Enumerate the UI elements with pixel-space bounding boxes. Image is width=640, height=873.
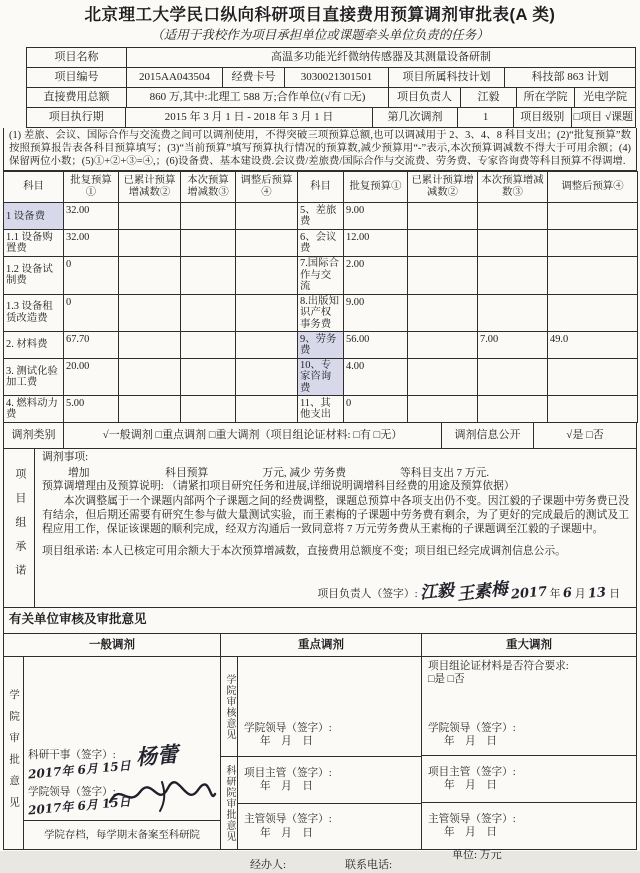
project-code-row bbox=[27, 68, 635, 88]
value-cell: 12.00 bbox=[344, 230, 408, 257]
fund-card-value: 3030021301501 bbox=[285, 68, 389, 87]
school-label: 所在学院 bbox=[517, 88, 575, 107]
value-cell bbox=[408, 203, 478, 230]
value-cell bbox=[236, 331, 298, 358]
value-cell: 56.00 bbox=[344, 331, 408, 358]
subject-cell: 3. 测试化验加工费 bbox=[4, 358, 64, 395]
value-cell bbox=[119, 230, 181, 257]
project-code-value: 2015AA043504 bbox=[127, 68, 223, 87]
subject-cell: 8.出版知识产权事务费 bbox=[298, 294, 344, 331]
value-cell: 0 bbox=[344, 396, 408, 423]
value-cell: 32.00 bbox=[64, 203, 119, 230]
value-cell bbox=[236, 257, 298, 294]
archive-note: 学院存档，每学期末备案至科研院 bbox=[24, 820, 220, 849]
pm-signature-cell bbox=[238, 757, 421, 804]
commitment-side-label bbox=[4, 449, 35, 607]
col-current-left: 本次预算增减数③ bbox=[181, 172, 236, 203]
day-char: 日 bbox=[609, 588, 620, 600]
subject-cell: 2. 材料费 bbox=[4, 331, 64, 358]
phone-label: 联系电话: bbox=[345, 859, 393, 872]
project-code-label: 项目编号 bbox=[27, 68, 127, 87]
research-office-content bbox=[238, 757, 421, 849]
value-cell: 7.00 bbox=[478, 331, 548, 358]
value-cell bbox=[236, 230, 298, 257]
approval-table bbox=[3, 633, 637, 850]
college-review-side-label bbox=[221, 657, 238, 756]
major-review-section bbox=[422, 657, 636, 756]
budget-row bbox=[4, 331, 638, 358]
general-signatures-area bbox=[24, 657, 220, 820]
value-cell bbox=[236, 294, 298, 331]
spacer bbox=[428, 687, 630, 722]
col-adjusted-right: 调整后预算④ bbox=[548, 172, 638, 203]
college-review-content bbox=[238, 657, 421, 756]
value-cell bbox=[408, 294, 478, 331]
value-cell bbox=[181, 257, 236, 294]
budget-total-row bbox=[27, 88, 635, 108]
budget-row bbox=[4, 203, 638, 230]
value-cell bbox=[408, 331, 478, 358]
value-cell bbox=[478, 294, 548, 331]
project-name-row bbox=[27, 48, 635, 68]
value-cell bbox=[181, 203, 236, 230]
reason-label: 预算调增理由及预算说明: （请紧扣项目研究任务和进展,详细说明调增科目经费的用途及预算依据） bbox=[42, 480, 515, 493]
value-cell: 49.0 bbox=[548, 331, 638, 358]
value-cell bbox=[548, 257, 638, 294]
pm-signature-cell bbox=[422, 756, 636, 803]
value-cell: 4.00 bbox=[344, 358, 408, 395]
value-cell: 0 bbox=[64, 294, 119, 331]
fund-card-label: 经费卡号 bbox=[223, 68, 285, 87]
value-cell bbox=[408, 230, 478, 257]
major-leader-label: 学院领导（签字）: bbox=[428, 722, 516, 734]
unit-note: 单位: 万元 bbox=[452, 849, 502, 862]
sign-label: 项目负责人（签字）: bbox=[317, 588, 418, 600]
lead-label: 主管领导（签字）: bbox=[244, 814, 332, 826]
value-cell bbox=[408, 358, 478, 395]
times-label: 第几次调剂 bbox=[373, 108, 458, 127]
school-value: 光电学院 bbox=[583, 90, 627, 103]
value-cell: 2.00 bbox=[344, 257, 408, 294]
date-placeholder: 年 月 日 bbox=[444, 780, 497, 792]
review-leader-label: 学院领导（签字）: bbox=[244, 722, 332, 734]
info-public-label: 调剂信息公开 bbox=[442, 423, 534, 448]
general-adjustment-column bbox=[4, 657, 221, 849]
budget-row bbox=[4, 294, 638, 331]
subject-cell: 10、专家咨询费 bbox=[298, 358, 344, 395]
date-placeholder: 年 月 日 bbox=[444, 827, 497, 839]
value-cell: 9.00 bbox=[344, 294, 408, 331]
info-public-checkboxes: √是 □否 bbox=[566, 428, 604, 441]
vertical-label: 学院审批意见 bbox=[8, 688, 20, 818]
leader-label: 项目负责人 bbox=[389, 88, 461, 107]
subject-cell: 6、会议费 bbox=[298, 230, 344, 257]
subject-cell: 1 设备费 bbox=[4, 203, 64, 230]
value-cell bbox=[119, 331, 181, 358]
value-cell bbox=[548, 396, 638, 423]
handwritten-month: 6 bbox=[562, 585, 573, 602]
value-cell bbox=[548, 203, 638, 230]
value-cell bbox=[548, 358, 638, 395]
period-label: 项目执行期 bbox=[27, 108, 126, 127]
form-title: 北京理工大学民口纵向科研项目直接费用预算调剂审批表(A 类) bbox=[84, 6, 556, 24]
value-cell bbox=[119, 358, 181, 395]
form-subtitle: （适用于我校作为项目承担单位或课题牵头单位负责的任务） bbox=[151, 27, 489, 42]
value-cell bbox=[548, 230, 638, 257]
promise-text: 项目组承诺: 本人已核定可用余额大于本次预算增减数，直接费用总额度不变；项目组已经完成调剂信息公示。 bbox=[42, 544, 566, 557]
col-subject-left: 科目 bbox=[4, 172, 64, 203]
value-cell bbox=[478, 230, 548, 257]
value-cell bbox=[236, 396, 298, 423]
value-cell bbox=[119, 203, 181, 230]
value-cell bbox=[408, 396, 478, 423]
approval-section-title: 有关单位审核及审批意见 bbox=[3, 607, 637, 634]
adjust-items-label: 调剂事项: bbox=[42, 451, 89, 464]
commitment-body bbox=[35, 449, 636, 607]
major-adjustment-column bbox=[422, 657, 636, 849]
handwritten-staff-signature: 杨蕾 bbox=[134, 741, 179, 771]
evidence-checkboxes: □是 □否 bbox=[428, 674, 465, 686]
college-leader-sign-label: 学院领导（签字）: bbox=[28, 786, 116, 798]
value-cell bbox=[119, 294, 181, 331]
major-approve-section bbox=[422, 756, 636, 849]
value-cell bbox=[478, 396, 548, 423]
date-placeholder: 年 月 日 bbox=[260, 736, 313, 748]
period-row bbox=[27, 108, 635, 127]
budget-table bbox=[3, 171, 638, 423]
handwritten-signature-1: 江毅 bbox=[419, 580, 456, 604]
header-key: 重点调剂 bbox=[221, 634, 422, 656]
month-char: 月 bbox=[574, 588, 586, 600]
plan-label: 项目所属科技计划 bbox=[389, 68, 505, 87]
header-general: 一般调剂 bbox=[4, 634, 221, 656]
col-approved-right: 批复预算① bbox=[344, 172, 408, 203]
instructions-note: (1) 差旅、会议、国际合作与交流费之间可以调剂使用，不得突破三项预算总额,也可以调减用于 2、3、4、8 科目支出；(2)“批复预算”数按照预算报告表各科目预算填写；(3)“当前预算”填写预算执行情况的预算数,减少预算用“-”表示,本次预算调减数不得大于可用余额；(4)保留两位小数；(5)①+②+③=④,；(6)设备费、基本建设费.会议费/差旅费/国际合作与交流费、劳务费、专家咨询费等科目预算不得调增. bbox=[3, 128, 637, 171]
leader-value: 江毅 bbox=[461, 88, 517, 107]
key-adjustment-column bbox=[221, 657, 422, 849]
value-cell bbox=[548, 294, 638, 331]
lead-signature-cell bbox=[422, 803, 636, 849]
value-cell bbox=[181, 358, 236, 395]
total-value: 860 万,其中:北理工 588 万;合作单位(√有 □无) bbox=[127, 88, 389, 107]
times-value: 1 bbox=[458, 108, 514, 127]
value-cell bbox=[236, 358, 298, 395]
project-name-value: 高温多功能光纤微纳传感器及其测量设备研制 bbox=[271, 50, 491, 63]
header-major: 重大调剂 bbox=[506, 639, 552, 652]
period-value: 2015 年 3 月 1 日 - 2018 年 3 月 1 日 bbox=[126, 108, 372, 127]
project-info-table bbox=[26, 47, 636, 128]
value-cell bbox=[478, 257, 548, 294]
budget-row bbox=[4, 257, 638, 294]
leader-signature-line bbox=[317, 578, 620, 606]
handwritten-leader-date: 2017年 6月 15日 bbox=[27, 794, 132, 818]
col-current-right: 本次预算增减数③ bbox=[478, 172, 548, 203]
category-label: 调剂类别 bbox=[4, 423, 64, 448]
value-cell: 5.00 bbox=[64, 396, 119, 423]
general-column-inner bbox=[24, 657, 220, 849]
value-cell: 20.00 bbox=[64, 358, 119, 395]
col-cumulative-right: 已累计预算增减数② bbox=[408, 172, 478, 203]
subject-cell: 1.1 设备购置费 bbox=[4, 230, 64, 257]
pm-label: 项目主管（签字）: bbox=[428, 767, 516, 779]
adjust-items-line: 增加 科目预算 万元, 减少 劳务费 等科目支出 7 万元. bbox=[68, 466, 490, 479]
col-approved-left: 批复预算① bbox=[64, 172, 119, 203]
lead-signature-cell bbox=[238, 804, 421, 850]
value-cell bbox=[181, 396, 236, 423]
budget-row bbox=[4, 230, 638, 257]
value-cell bbox=[119, 396, 181, 423]
col-subject-right: 科目 bbox=[298, 172, 344, 203]
project-name-label: 项目名称 bbox=[27, 48, 127, 67]
value-cell bbox=[478, 203, 548, 230]
level-value: □项目 √课题 bbox=[573, 110, 634, 123]
college-review-section bbox=[221, 657, 421, 757]
college-approval-side-label bbox=[4, 657, 24, 849]
plan-value: 科技部 863 计划 bbox=[531, 70, 609, 83]
agent-label: 经办人: bbox=[250, 859, 287, 872]
handwritten-day: 13 bbox=[587, 585, 608, 602]
subject-cell: 11、其他支出 bbox=[298, 396, 344, 423]
subject-cell: 5、差旅费 bbox=[298, 203, 344, 230]
subject-cell: 9、劳务费 bbox=[298, 331, 344, 358]
staff-signature-block bbox=[27, 741, 216, 782]
value-cell bbox=[408, 257, 478, 294]
subject-cell: 4. 燃料动力费 bbox=[4, 396, 64, 423]
level-label: 项目级别 bbox=[514, 108, 572, 127]
value-cell: 32.00 bbox=[64, 230, 119, 257]
date-placeholder: 年 月 日 bbox=[444, 736, 497, 748]
college-leader-signature-block bbox=[27, 786, 216, 818]
col-cumulative-left: 已累计预算增减数② bbox=[119, 172, 181, 203]
category-checkboxes: √一般调剂 □重点调剂 □重大调剂（项目组论证材料: □有 □无） bbox=[64, 423, 442, 448]
value-cell bbox=[236, 203, 298, 230]
handwritten-signature-2: 王素梅 bbox=[455, 578, 510, 606]
vertical-label: 学院审核意见 bbox=[224, 673, 235, 740]
value-cell: 9.00 bbox=[344, 203, 408, 230]
value-cell: 0 bbox=[64, 257, 119, 294]
subject-cell: 1.3 设备租赁改造费 bbox=[4, 294, 64, 331]
value-cell: 67.70 bbox=[64, 331, 119, 358]
vertical-label: 科研院审批意见 bbox=[224, 764, 235, 842]
evidence-question: 项目组论证材料是否符合要求: bbox=[428, 661, 569, 673]
research-office-side-label bbox=[221, 757, 238, 849]
lead-label: 主管领导（签字）: bbox=[428, 814, 516, 826]
year-char: 年 bbox=[549, 588, 561, 600]
value-cell bbox=[478, 358, 548, 395]
handwritten-year: 2017 bbox=[510, 584, 548, 603]
adjustment-category-row bbox=[3, 422, 637, 449]
col-adjusted-left: 调整后预算④ bbox=[236, 172, 298, 203]
value-cell bbox=[119, 257, 181, 294]
budget-header-row bbox=[4, 172, 638, 203]
value-cell bbox=[181, 331, 236, 358]
staff-sign-label: 科研干事（签字）: bbox=[28, 750, 116, 762]
date-placeholder: 年 月 日 bbox=[260, 781, 313, 792]
approval-header-row bbox=[4, 634, 636, 657]
subject-cell: 1.2 设备试制费 bbox=[4, 257, 64, 294]
vertical-label: 项目组承诺 bbox=[13, 468, 26, 589]
subject-cell: 7.国际合作与交流 bbox=[298, 257, 344, 294]
total-label: 直接费用总额 bbox=[27, 88, 127, 107]
date-placeholder: 年 月 日 bbox=[260, 827, 313, 839]
value-cell bbox=[181, 230, 236, 257]
commitment-block bbox=[3, 448, 637, 608]
budget-row bbox=[4, 358, 638, 395]
reason-text: 本次调整属于一个课题内部两个子课题之间的经费调整，课题总预算中各项支出仍不变。因江毅的子课题中劳务费已没有结余，但后期还需要有研究生参与做大量测试实验，而王素梅的子课题中劳务费有剩余，为了更好的完成最后的测试及工程应用工作，保证该课题的顺利完成，经双方沟通后一致同意将 7 万元劳务费从王素梅的子课题调至江毅的子课题中。 bbox=[42, 494, 629, 535]
budget-row bbox=[4, 396, 638, 423]
research-office-section bbox=[221, 757, 421, 849]
pm-label: 项目主管（签字）: bbox=[244, 767, 332, 779]
handwritten-staff-date: 2017年 6月 15日 bbox=[27, 758, 132, 782]
approval-body bbox=[4, 657, 636, 849]
form-footer bbox=[0, 850, 640, 873]
value-cell bbox=[181, 294, 236, 331]
